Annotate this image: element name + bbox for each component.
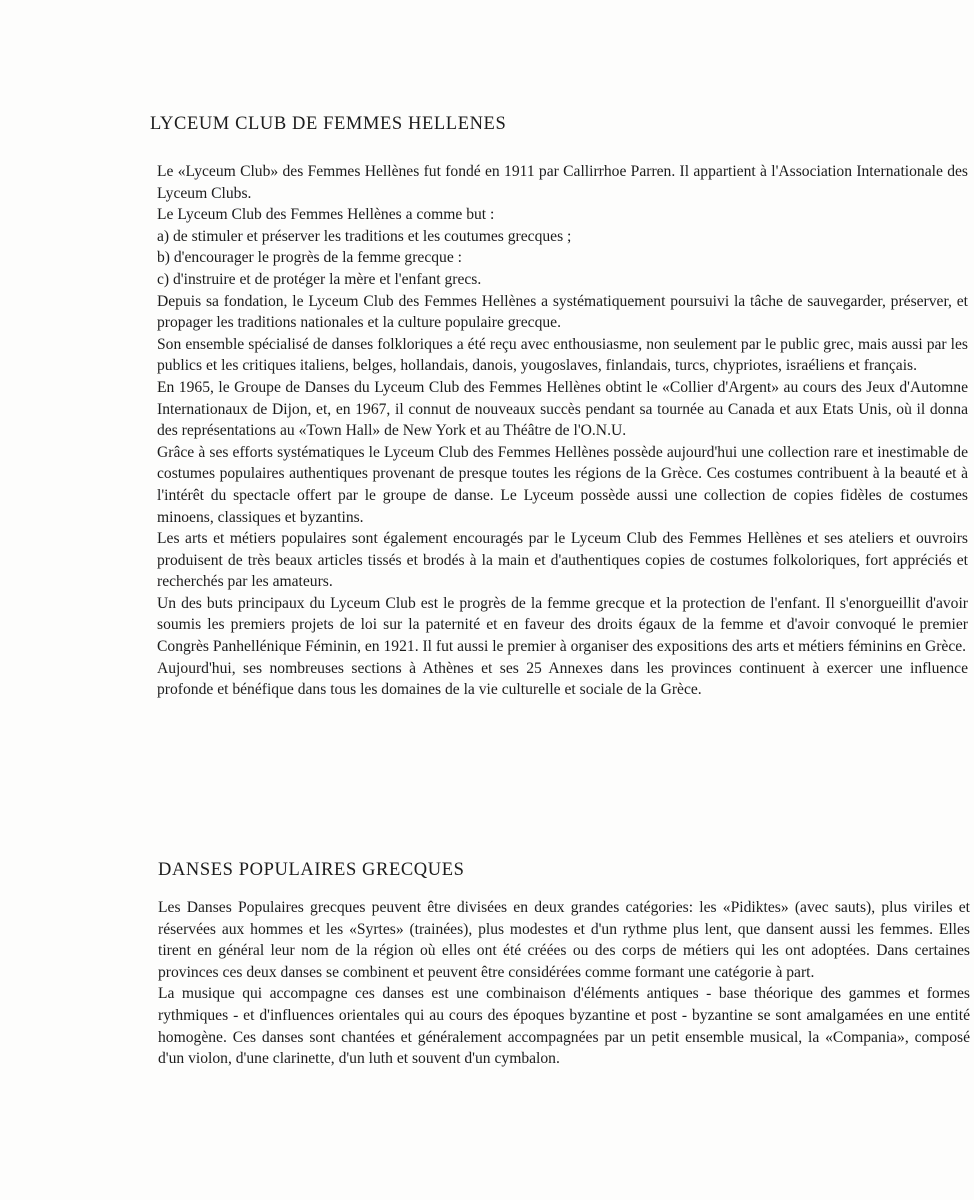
paragraph: Aujourd'hui, ses nombreuses sections à Athènes et ses 25 Annexes dans les provinces continuent à exercer une influence profonde et bénéfique dans tous les domaines de la vie culturelle et sociale de la Grèce. <box>157 659 968 699</box>
paragraph: Les Danses Populaires grecques peuvent être divisées en deux grandes catégories: les «Pidiktes» (avec sauts), plus viriles et réservées aux hommes et les «Syrtes» (trainées), plus modestes et d'un rythme plus lent, que dansent aussi les femmes. Elles tirent en général leur nom de la région où elles ont été créées ou des corps de métiers qui les ont adoptées. Dans certaines provinces ces deux danses se combinent et peuvent être considérées comme formant une catégorie à part. <box>158 899 970 981</box>
paragraph: En 1965, le Groupe de Danses du Lyceum Club des Femmes Hellènes obtint le «Collier d'Argent» au cours des Jeux d'Automne Internationaux de Dijon, et, en 1967, il connut de nouveaux succès pendant sa tournée au Canada et aux Etats Unis, où il donna des représentations au «Town Hall» de New York et au Théâtre de l'O.N.U. <box>157 378 968 440</box>
paragraph: Son ensemble spécialisé de danses folkloriques a été reçu avec enthousiasme, non seulement par le public grec, mais aussi par les publics et les critiques italiens, belges, hollandais, danois, yougoslaves, finlandais, turcs, chypriotes, israéliens et français. <box>157 335 968 375</box>
section-danses-populaires <box>158 860 970 1070</box>
list-item: b) d'encourager le progrès de la femme grecque : <box>157 249 463 267</box>
section-body <box>150 161 968 701</box>
list-item: c) d'instruire et de protéger la mère et l'enfant grecs. <box>157 270 482 288</box>
list-item: a) de stimuler et préserver les traditions et les coutumes grecques ; <box>157 227 572 245</box>
section-title: LYCEUM CLUB DE FEMMES HELLENES <box>150 114 507 134</box>
paragraph: Les arts et métiers populaires sont également encouragés par le Lyceum Club des Femmes Hellènes et ses ateliers et ouvroirs produisent de très beaux articles tissés et brodés à la main et d'authentiques copies de costumes folkoloriques, fort appréciés et recherchés par les amateurs. <box>157 530 968 591</box>
paragraph: Le Lyceum Club des Femmes Hellènes a comme but : <box>157 206 495 224</box>
paragraph: Le «Lyceum Club» des Femmes Hellènes fut fondé en 1911 par Callirrhoe Parren. Il appartient à l'Association Internationale des Lyceum Clubs. <box>157 163 968 202</box>
paragraph: La musique qui accompagne ces danses est une combinaison d'éléments antiques - base théorique des gammes et formes rythmiques - et d'influences orientales qui au cours des époques byzantine et post - byzantine se sont amalgamées en une entité homogène. Ces danses sont chantées et généralement accompagnées par un petit ensemble musical, la «Compania», composé d'un violon, d'une clarinette, d'un luth et souvent d'un cymbalon. <box>158 985 970 1068</box>
section-title: DANSES POPULAIRES GRECQUES <box>158 860 465 880</box>
section-lyceum-club <box>150 114 968 701</box>
paragraph: Depuis sa fondation, le Lyceum Club des Femmes Hellènes a systématiquement poursuivi la tâche de sauvegarder, préserver, et propager les traditions nationales et la culture populaire grecque. <box>157 292 968 332</box>
section-body <box>158 897 970 1070</box>
paragraph: Un des buts principaux du Lyceum Club est le progrès de la femme grecque et la protection de l'enfant. Il s'enorgueillit d'avoir soumis les premiers projets de loi sur la paternité et en faveur des droits égaux de la femme et d'avoir convoqué le premier Congrès Panhellénique Féminin, en 1921. Il fut aussi le premier à organiser des expositions des arts et métiers féminins en Grèce. <box>157 594 968 656</box>
paragraph: Grâce à ses efforts systématiques le Lyceum Club des Femmes Hellènes possède aujourd'hui une collection rare et inestimable de costumes populaires authentiques provenant de presque toutes les régions de la Grèce. Ces costumes contribuent à la beauté et à l'intérêt du spectacle offert par le groupe de danse. Le Lyceum possède aussi une collection de copies fidèles de costumes minoens, classiques et byzantins. <box>157 443 968 526</box>
